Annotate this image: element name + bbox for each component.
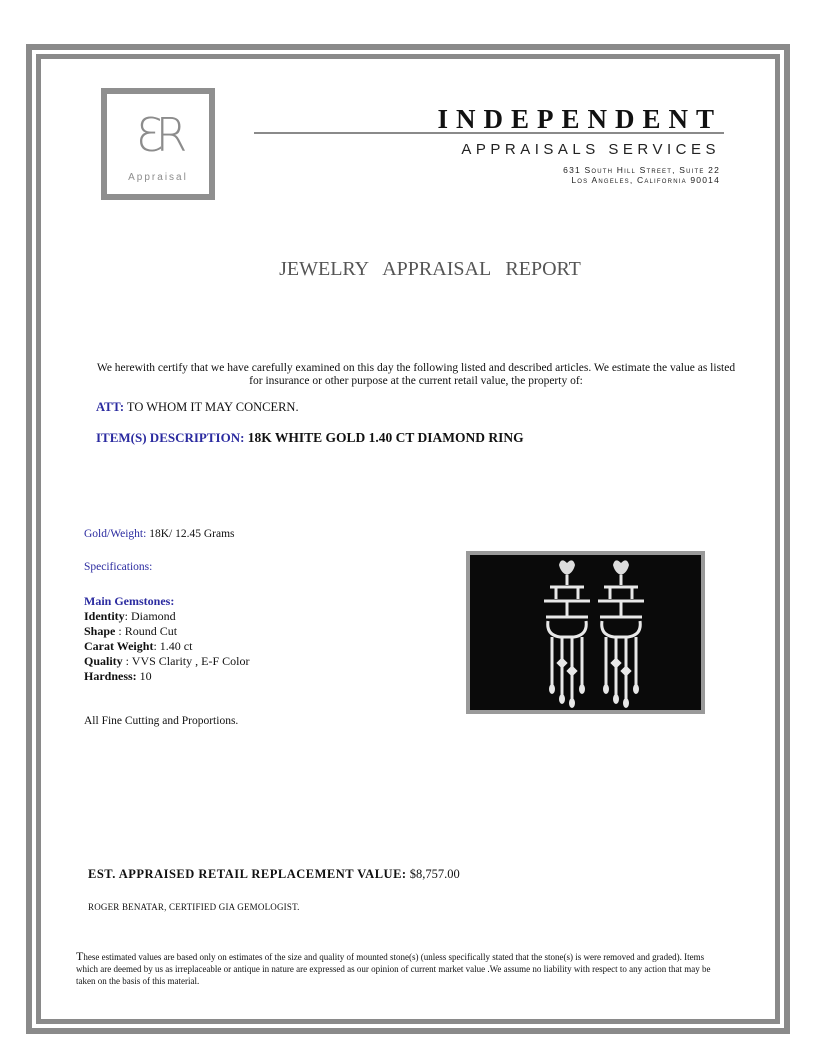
main-gemstones [84,594,249,684]
quality-row [84,654,249,669]
hardness-row [84,669,249,684]
quality-label: Quality [84,654,123,668]
left-earring [544,560,590,701]
item-label: ITEM(S) DESCRIPTION: [96,430,245,445]
right-earring [598,560,644,701]
report-title: JEWELRY APPRAISAL REPORT [279,258,581,280]
shape-row [84,624,249,639]
logo-mark: ƐR [136,108,180,162]
gold-weight-label: Gold/Weight: [84,528,147,540]
logo-subtitle: Appraisal [128,172,188,183]
signer: ROGER BENATAR, CERTIFIED GIA GEMOLOGIST. [88,902,300,912]
att-label: ATT: [96,400,125,414]
identity-row [84,609,249,624]
disclaimer-text: hese estimated values are based only on estimates of the size and quality of mounted stone(s) (unless specifically stated that the stone(s) is were removed and graded). Items which are deemed by us as irreplaceable or antique in nature are expressed as our opinion of current market value .We assume no liability with respect to any action that may be taken on the basis of this material. [76,952,711,986]
company-logo [101,88,215,200]
shape-label: Shape [84,624,116,638]
identity-label: Identity [84,609,125,623]
address-line-2: Los Angeles, California 90014 [571,175,720,185]
disclaimer-initial: T [76,949,84,963]
gold-weight [84,528,235,540]
specifications-label: Specifications: [84,561,153,573]
gemstones-heading: Main Gemstones: [84,594,175,608]
earrings-illustration [470,555,701,710]
estimated-value-label: EST. APPRAISED RETAIL REPLACEMENT VALUE: [88,867,407,881]
quality-value: : VVS Clarity , E-F Color [122,654,250,668]
att-line [96,400,299,415]
estimated-value-amount: $8,757.00 [406,867,460,881]
certification-statement: We herewith certify that we have carefully examined on this day the following listed and described articles. We estimate the value as listed for insurance or other purpose at the current retail value, the property of: [96,362,736,387]
item-value: 18K WHITE GOLD 1.40 CT DIAMOND RING [247,430,524,445]
cutting-note: All Fine Cutting and Proportions. [84,715,239,727]
jewelry-photo [466,551,705,714]
estimated-value [88,867,460,882]
hardness-value: 10 [136,669,152,683]
identity-value: : Diamond [124,609,176,623]
carat-label: Carat Weight [84,639,154,653]
address-line-1: 631 South Hill Street, Suite 22 [563,165,720,175]
att-value: TO WHOM IT MAY CONCERN. [126,400,299,414]
left-earring-drops [549,657,585,708]
brand-subtitle: APPRAISALS SERVICES [461,141,720,158]
disclaimer [76,950,716,987]
shape-value: : Round Cut [115,624,178,638]
hardness-label: Hardness: [84,669,137,683]
brand-name: INDEPENDENT [437,104,722,134]
carat-value: : 1.40 ct [153,639,193,653]
carat-row [84,639,249,654]
item-description [96,430,524,446]
gold-weight-value: 18K/ 12.45 Grams [149,528,235,540]
right-earring-drops [603,657,639,708]
